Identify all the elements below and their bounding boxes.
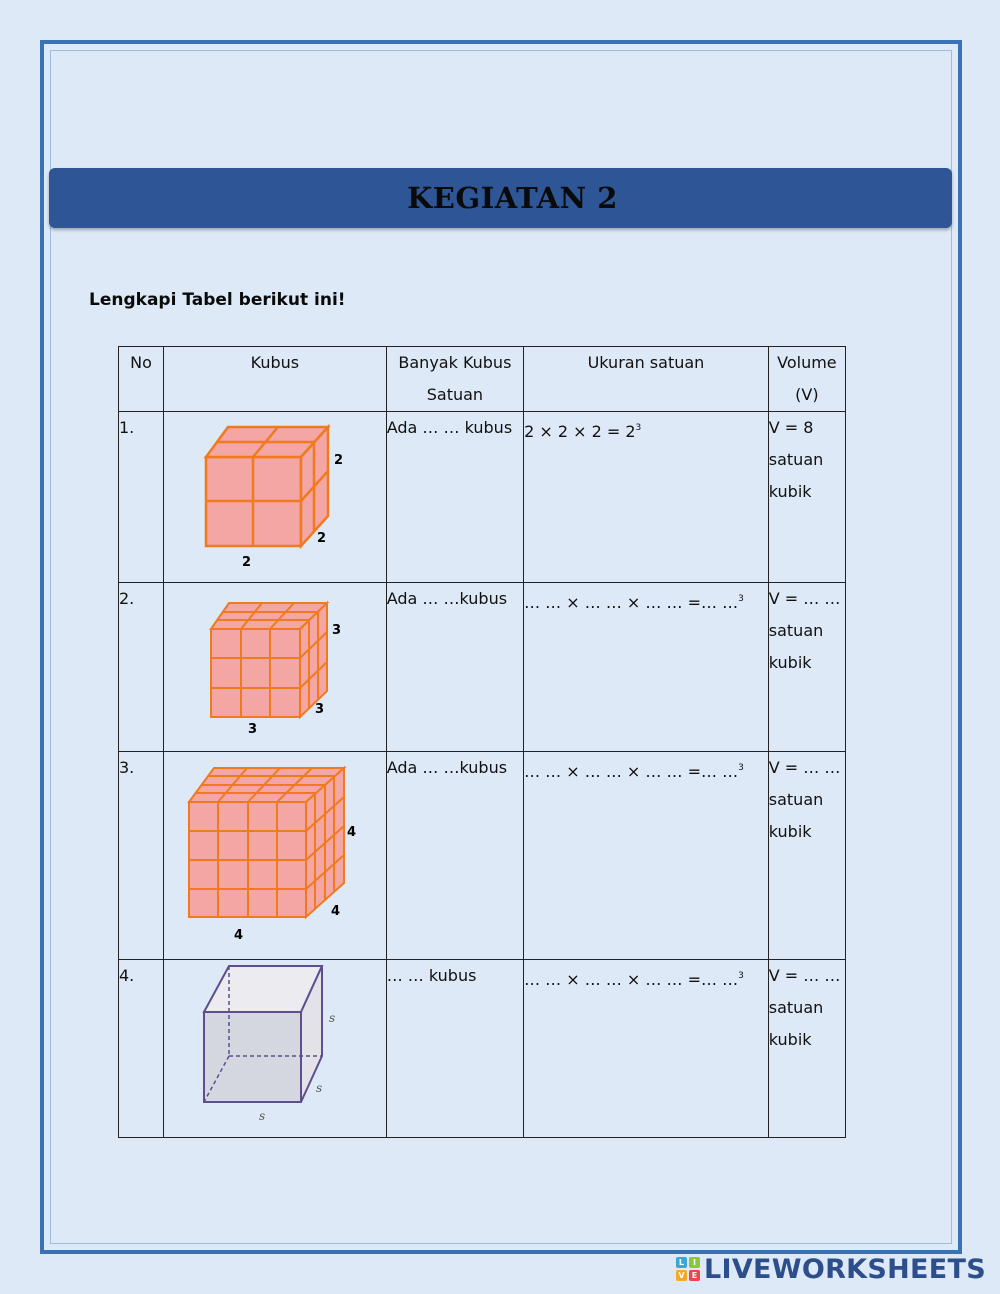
volume-value: V = … … (768, 758, 841, 777)
table-row (119, 583, 846, 752)
header-no: No (119, 347, 164, 412)
volume-unit-2: kubik (768, 653, 812, 672)
unit-size-formula (524, 960, 769, 1138)
volume-cell (768, 960, 845, 1138)
volume-unit-1: satuan (768, 621, 824, 640)
volume-cell (768, 412, 845, 583)
logo-letter-i: I (689, 1257, 700, 1268)
formula-base: … … × … … × … … =… … (524, 593, 739, 612)
volume-unit-2: kubik (768, 1030, 812, 1049)
header-ukuran: Ukuran satuan (524, 347, 769, 412)
cube-image-cell (164, 752, 387, 960)
unit-size-formula (524, 583, 769, 752)
cube-3-drawing (211, 603, 327, 717)
cube-3x3x3-image (164, 583, 385, 751)
header-volume-line1: Volume (777, 353, 837, 372)
header-banyak-line2: Satuan (426, 385, 484, 404)
cube-label-width: 4 (234, 928, 244, 943)
cube-4-drawing (189, 768, 344, 917)
formula-base: … … × … … × … … =… … (524, 762, 739, 781)
cube-label-height: s (329, 1011, 336, 1025)
cube-label-height: 3 (332, 623, 342, 638)
unit-size-formula (524, 752, 769, 960)
row-number: 2. (119, 583, 164, 752)
header-banyak-line1: Banyak Kubus (398, 353, 512, 372)
volume-unit-2: kubik (768, 482, 812, 501)
logo-letter-l: L (676, 1257, 687, 1268)
cube-2x2x2-image (164, 412, 385, 582)
liveworksheets-logo-text: LIVEWORKSHEETS (703, 1253, 986, 1285)
unit-cube-count: Ada … … kubus (386, 412, 523, 583)
unit-cube-count: … … kubus (386, 960, 523, 1138)
logo-letter-e: E (689, 1270, 700, 1281)
formula-exponent: 3 (738, 594, 744, 604)
formula-base: … … × … … × … … =… … (524, 970, 739, 989)
cube-label-width: 3 (248, 722, 258, 737)
liveworksheets-logo[interactable] (676, 1254, 986, 1284)
unit-cube-count: Ada … …kubus (386, 583, 523, 752)
cube-label-height: 2 (334, 453, 344, 468)
volume-unit-1: satuan (768, 998, 824, 1017)
row-number: 3. (119, 752, 164, 960)
cube-label-depth: 3 (315, 702, 325, 717)
cube-label-width: 2 (242, 555, 252, 570)
header-volume (768, 347, 845, 412)
liveworksheets-logo-icon (676, 1257, 700, 1281)
cube-label-depth: 2 (317, 531, 327, 546)
table-row (119, 752, 846, 960)
cube-image-cell (164, 583, 387, 752)
cube-label-width: s (259, 1109, 266, 1123)
header-volume-line2: (V) (795, 385, 819, 404)
unit-cube-count: Ada … …kubus (386, 752, 523, 960)
volume-unit-2: kubik (768, 822, 812, 841)
activity-banner (49, 168, 952, 228)
cube-label-depth: s (316, 1081, 323, 1095)
cube-4x4x4-image (164, 752, 385, 958)
row-number: 1. (119, 412, 164, 583)
logo-letter-v: V (676, 1270, 687, 1281)
table-header-row (119, 347, 846, 412)
volume-unit-1: satuan (768, 450, 824, 469)
activity-title: KEGIATAN 2 (407, 181, 618, 215)
cube-label-height: 4 (347, 825, 357, 840)
formula-exponent: 3 (635, 423, 642, 433)
worksheet-table (118, 346, 846, 1138)
cube-label-depth: 4 (331, 904, 341, 919)
volume-value: V = … … (768, 966, 841, 985)
cube-image-cell (164, 960, 387, 1138)
volume-cell (768, 752, 845, 960)
table-row (119, 960, 846, 1138)
cube-image-cell (164, 412, 387, 583)
header-banyak (386, 347, 523, 412)
volume-cell (768, 583, 845, 752)
cube-s-drawing (204, 966, 322, 1102)
instruction-text: Lengkapi Tabel berikut ini! (89, 290, 346, 310)
cube-2-drawing (206, 427, 328, 546)
volume-unit-1: satuan (768, 790, 824, 809)
cube-s-image (164, 960, 385, 1136)
row-number: 4. (119, 960, 164, 1138)
header-kubus: Kubus (164, 347, 387, 412)
table-row (119, 412, 846, 583)
volume-value: V = … … (768, 589, 841, 608)
unit-size-formula (524, 412, 769, 583)
formula-exponent: 3 (738, 971, 744, 981)
formula-base: 2 × 2 × 2 = 2 (524, 422, 636, 441)
formula-exponent: 3 (738, 763, 744, 773)
volume-value: V = 8 (768, 418, 814, 437)
